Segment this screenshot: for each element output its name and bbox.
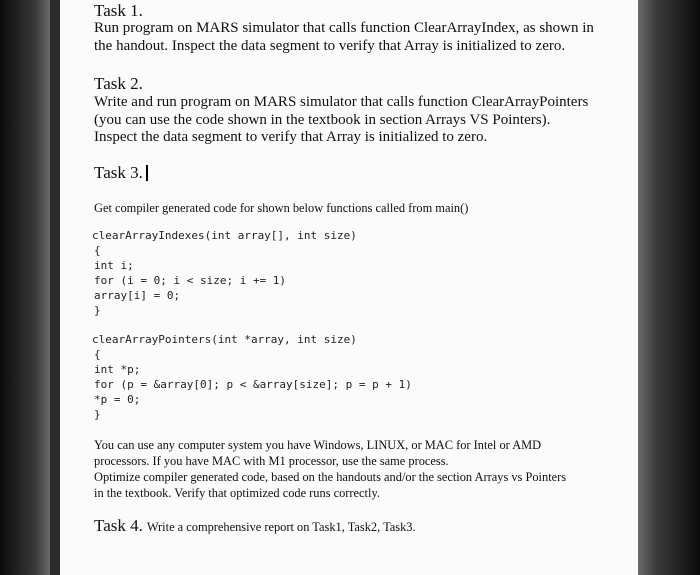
task1-line1: Run program on MARS simulator that calls function ClearArrayIndex, as shown in	[94, 20, 594, 36]
code2-line: }	[94, 408, 101, 421]
task4-heading: Task 4.	[94, 516, 143, 535]
task3-para-line: Optimize compiler generated code, based on the handouts and/or the section Arrays vs Pointers	[94, 470, 567, 484]
task2-heading: Task 2.	[94, 74, 143, 93]
code1-line: array[i] = 0;	[94, 289, 181, 302]
task3-heading-text: Task 3.	[94, 163, 143, 182]
task3-para-line: in the textbook. Verify that optimized code runs correctly.	[94, 486, 380, 500]
task3-intro: Get compiler generated code for shown below functions called from main()	[94, 201, 469, 215]
code1-line: {	[94, 244, 101, 257]
task1-line2: the handout. Inspect the data segment to verify that Array is initialized to zero.	[94, 38, 566, 54]
task1-heading: Task 1.	[94, 1, 143, 20]
task3-para-line: You can use any computer system you have Windows, LINUX, or MAC for Intel or AMD	[94, 438, 542, 452]
task2-line3: Inspect the data segment to verify that Array is initialized to zero.	[94, 129, 488, 145]
code1-line: clearArrayIndexes(int array[], int size)	[92, 229, 357, 242]
task2-line2: (you can use the code shown in the textbook in section Arrays VS Pointers).	[94, 112, 551, 128]
photo-left-edge	[0, 0, 50, 575]
photo-right-edge	[638, 0, 700, 575]
document-page	[60, 0, 638, 575]
task4-text: Write a comprehensive report on Task1, Task2, Task3.	[146, 520, 416, 534]
code1-line: }	[94, 304, 101, 317]
code2-line: for (p = &array[0]; p < &array[size]; p = p + 1)	[94, 378, 412, 391]
task3-para-line: processors. If you have MAC with M1 processor, use the same process.	[94, 454, 449, 468]
text-cursor	[146, 165, 148, 181]
task3-heading	[94, 163, 148, 183]
task2-line1: Write and run program on MARS simulator that calls function ClearArrayPointers	[94, 94, 589, 110]
code2-line: *p = 0;	[94, 393, 141, 406]
code1-line: for (i = 0; i < size; i += 1)	[94, 274, 287, 287]
task4-line	[94, 516, 416, 536]
code1-line: int i;	[94, 259, 134, 272]
code2-line: {	[94, 348, 101, 361]
code2-line: int *p;	[94, 363, 141, 376]
code2-line: clearArrayPointers(int *array, int size)	[92, 333, 357, 346]
